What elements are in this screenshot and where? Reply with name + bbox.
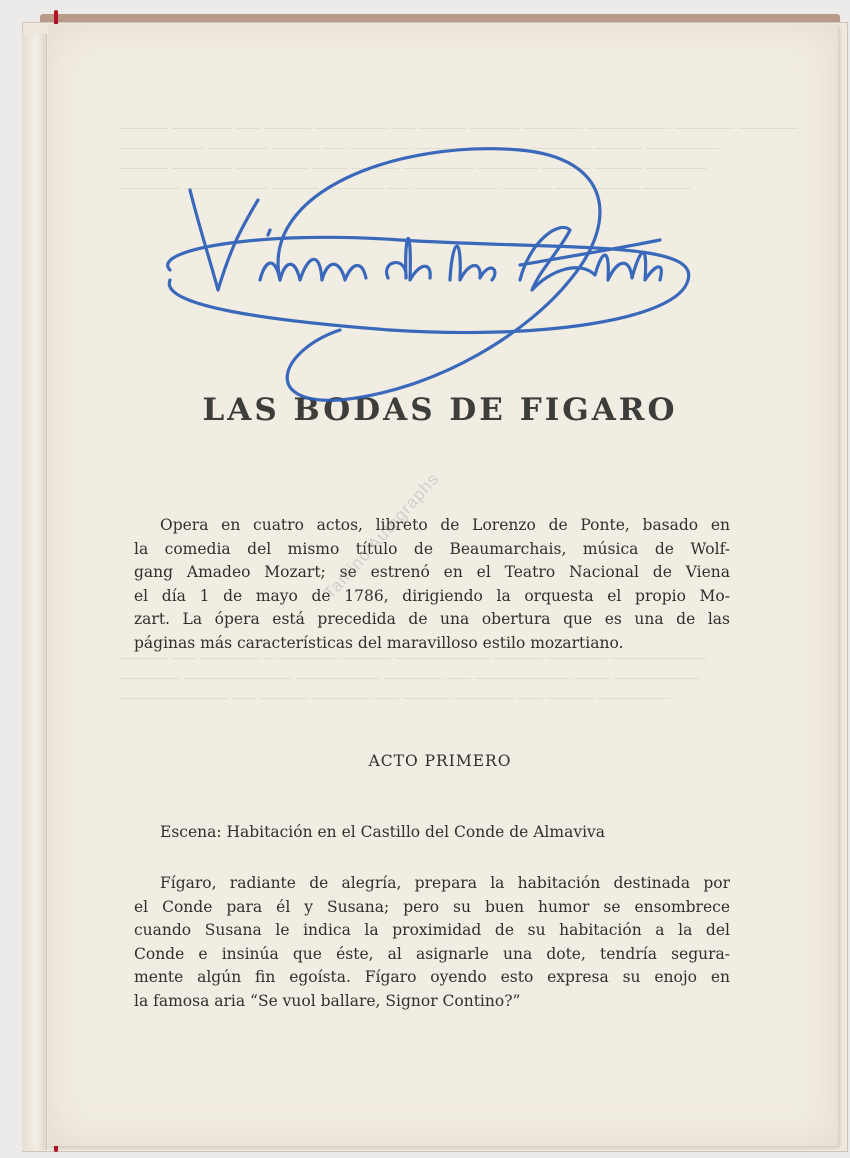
- intro-line: Opera en cuatro actos, libreto de Lorenzo de Ponte, basado en: [160, 516, 730, 534]
- synopsis-line: mente algún fin egoísta. Fígaro oyendo esto expresa su enojo en: [134, 968, 730, 987]
- synopsis-line: la famosa aria “Se vuol ballare, Signor Contino?”: [134, 991, 521, 1010]
- synopsis-paragraph: [134, 872, 730, 1014]
- synopsis-line: Conde e insinúa que éste, al asignarle una dote, tendría segura-: [134, 944, 730, 963]
- intro-line: páginas más características del maravilloso estilo mozartiano.: [134, 633, 624, 652]
- intro-line: gang Amadeo Mozart; se estrenó en el Teatro Nacional de Viena: [134, 563, 730, 582]
- act-heading: ACTO PRIMERO: [368, 752, 512, 770]
- intro-line: zart. La ópera está precedida de una obertura que es una de las: [134, 610, 730, 629]
- autograph-signature: [140, 130, 710, 420]
- show-through-text: ―――― ――――― ―― ―――― ―――――― ―― ―――― ―――― ――――― ――――――― ――――― ――――― ――――――― ――――― ―――― ―― ――――― ――――――― ―― ――――― ―――― ―――――― ―――― ――――― ―――――― ――― ―――― ―――――― ――――― ―――― ―――― ――――― ――――― ――――――― ―――― ――――― ―― ――――――― ―――― ――――――― ――――: [120, 121, 798, 195]
- page-stack-edge: [22, 34, 47, 1150]
- intro-line: el día 1 de mayo de 1786, dirigiendo la orquesta el propio Mo-: [134, 586, 730, 605]
- page-title: LAS BODAS DE FIGARO: [202, 392, 678, 428]
- intro-paragraph: [134, 514, 730, 656]
- synopsis-line: Fígaro, radiante de alegría, prepara la habitación destinada por: [160, 874, 730, 892]
- show-through-text-2: ―――― ―― ――――― ― ――――― ―――― ―――――――― ―――― ――――― ―――――――― ――――― ――――――――― ――――――― ――――― ―― ―――――――― ――― ――――――― ――――――――― ―― ―――― ――――― ―― ―――― ――――― ―― ―――― ――――――: [120, 651, 707, 705]
- intro-line: la comedia del mismo título de Beaumarchais, música de Wolf-: [134, 539, 730, 558]
- synopsis-line: el Conde para él y Susana; pero su buen humor se ensombrece: [134, 897, 730, 916]
- synopsis-line: cuando Susana le indica la proximidad de su habitación a la del: [134, 921, 730, 940]
- scene-line: Escena: Habitación en el Castillo del Conde de Almaviva: [160, 823, 606, 841]
- watermark: Tamino Autographs: [320, 469, 443, 603]
